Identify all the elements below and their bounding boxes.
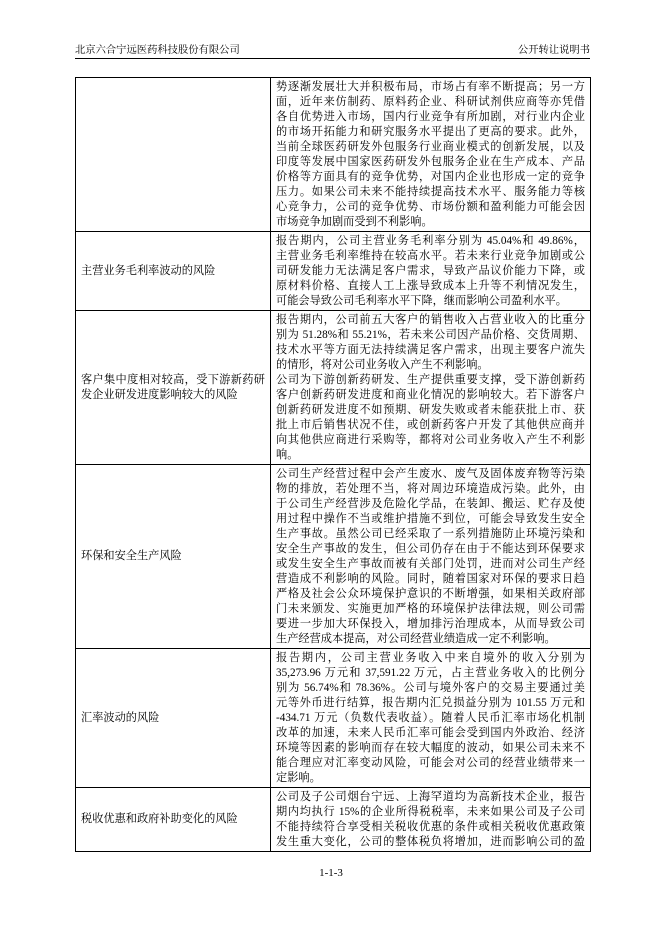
risk-description-line: 于公司生产经营涉及危险化学品，在装卸、搬运、贮存及使 [276,497,585,510]
risk-description-line: 安全生产事故的发生，但公司仍存在由于不能达到环保要求 [276,542,585,555]
risk-description-cell [271,311,591,465]
risk-description-line: 严格及社会公众环境保护意识的不断增强，如果相关政府部 [276,587,585,600]
risk-description-line: 的市场开拓能力和研究服务水平提出了更高的要求。此外， [276,125,585,138]
risk-description-line: 改革的加速，未来人民币汇率可能会受到国内外政治、经济 [276,726,585,739]
risk-description-line: 别为 51.28%和 55.21%，若未来公司因产品价格、交货周期、 [276,328,585,341]
risk-description-line: 面，近年来仿制药、原料药企业、科研试剂供应商等亦凭借 [276,95,585,108]
risk-description-line: 主营业务毛利率维持在较高水平。若未来行业竞争加剧或公 [276,249,585,262]
risk-description-paragraph [276,373,585,463]
risk-description-paragraph [276,651,585,786]
risk-description-line: 各自优势进入市场，国内行业竞争有所加剧，对行业内企业 [276,110,585,123]
risk-description-line: 环境等因素的影响而存在较大幅度的波动，如果公司未来不 [276,741,585,754]
risk-description-line: 价格等方面具有的竞争优势，对国内企业也形成一定的竞争 [276,170,585,183]
risk-name-cell [76,649,271,788]
risk-description-line: 能合理应对汇率变动风险，可能会对公司的经营业绩带来一 [276,756,585,769]
risk-description-line: 门未来颁发、实施更加严格的环境保护法律法规，则公司需 [276,602,585,615]
risk-description-line: 不能持续符合享受相关税收优惠的条件或相关税收优惠政策 [276,820,585,833]
risk-description-line: 压力。如果公司未来不能持续提高技术水平、服务能力等核 [276,185,585,198]
risk-name-line: 发企业研发进度影响较大的风险 [81,388,238,401]
risk-description-line: 定影响。 [276,771,321,784]
risk-description-line: 客户创新药研发进度和商业化情况的影响较大。若下游客户 [276,388,585,401]
risk-name-line: 汇率波动的风险 [81,711,160,724]
page-number: 1-1-3 [319,867,343,879]
company-name: 北京六合宁远医药科技股份有限公司 [75,45,240,56]
risk-row [76,78,591,232]
risk-description-line: 要进一步加大环保投入，增加排污治理成本，从而导致公司 [276,617,585,630]
risk-description-line: 别为 56.74%和 78.36%。公司与境外客户的交易主要通过美 [276,681,585,694]
risk-description-paragraph [276,790,585,850]
risk-name-cell [76,232,271,311]
risk-description-line: 或发生安全生产事故而被有关部门处罚，进而对公司生产经 [276,557,585,570]
page-header [75,44,590,59]
risk-description-cell [271,232,591,311]
risk-description-line: 势逐渐发展壮大并积极布局，市场占有率不断提高；另一方 [276,80,585,93]
risk-description-cell [271,649,591,788]
risk-description-line: 公司为下游创新药研发、生产提供重要支撑，受下游创新药 [276,373,585,386]
risk-name-cell [76,311,271,465]
risk-row [76,311,591,465]
risk-description-line: 营造成不利影响的风险。同时，随着国家对环保的要求日趋 [276,572,585,585]
risk-description-cell [271,465,591,649]
risk-row [76,788,591,852]
risk-description-line: 元等外币进行结算，报告期内汇兑损益分别为 101.55 万元和 [276,696,585,709]
risk-description-line: 物的排放，若处理不当，将对周边环境造成污染。此外，由 [276,482,585,495]
risk-description-line: 的情形，将对公司业务收入产生不利影响。 [276,358,489,371]
risk-name-line: 客户集中度相对较高，受下游新药研 [81,373,265,386]
risk-description-line: 报告期内，公司主营业务毛利率分别为 45.04%和 49.86%， [276,234,585,247]
risk-row [76,649,591,788]
risk-description-line: 市场竞争加剧而受到不利影响。 [276,215,433,228]
risk-description-line: 可能会导致公司毛利率水平下降，继而影响公司盈利水平。 [276,294,567,307]
risk-description-paragraph [276,313,585,373]
risk-description-line: 印度等发展中国家医药研发外包服务企业在生产成本、产品 [276,155,585,168]
risk-description-line: 期内均执行 15%的企业所得税税率，未来如果公司及子公司 [276,805,585,818]
risk-factor-table [75,77,591,852]
risk-description-line: 心竞争力，公司的竞争优势、市场份额和盈利能力可能会因 [276,200,585,213]
risk-description-line: 生产事故。虽然公司已经采取了一系列措施防止环境污染和 [276,527,585,540]
document-title: 公开转让说明书 [517,45,590,56]
risk-row [76,232,591,311]
risk-description-line: 生产经营成本提高，对公司经营业绩造成一定不利影响。 [276,632,556,645]
risk-name-cell [76,465,271,649]
risk-row [76,465,591,649]
risk-description-line: 司研发能力无法满足客户需求，导致产品议价能力下降，或 [276,264,585,277]
risk-description-line: 批上市后销售状况不佳，或创新药客户开发了其他供应商并 [276,418,585,431]
risk-description-line: 当前全球医药研发外包服务行业商业模式的创新发展，以及 [276,140,585,153]
risk-description-line: 报告期内，公司主营业务收入中来自境外的收入分别为 [276,651,585,664]
risk-description-line: 35,273.96 万元和 37,591.22 万元，占主营业务收入的比例分 [276,666,585,679]
risk-description-line: 创新药研发进度不如预期、研发失败或者未能获批上市、获 [276,403,585,416]
risk-name-cell [76,788,271,852]
risk-description-line: 公司生产经营过程中会产生废水、废气及固体废弃物等污染 [276,467,585,480]
risk-description-paragraph [276,234,585,309]
risk-description-cell [271,788,591,852]
risk-name-line: 主营业务毛利率波动的风险 [81,264,216,277]
risk-description-line: 响。 [276,448,299,461]
risk-description-line: 公司及子公司烟台宁远、上海罕道均为高新技术企业，报告 [276,790,585,803]
risk-description-cell [271,78,591,232]
risk-description-paragraph [276,467,585,647]
risk-description-line: 原材料价格、直接人工上涨导致成本上升等不利情况发生， [276,279,585,292]
risk-name-line: 税收优惠和政府补助变化的风险 [81,813,238,825]
risk-description-line: 报告期内，公司前五大客户的销售收入占营业收入的比重分 [276,313,585,326]
risk-description-line: 向其他供应商进行采购等，都将对公司业务收入产生不利影 [276,433,585,446]
risk-description-line: 用过程中操作不当或维护措施不到位，可能会导致发生安全 [276,512,585,525]
risk-factor-rows [76,78,591,852]
risk-description-line: -434.71 万元（负数代表收益）。随着人民币汇率市场化机制 [276,711,585,724]
risk-description-line: 技术水平等方面无法持续满足客户需求，出现主要客户流失 [276,343,585,356]
risk-name-line: 环保和安全生产风险 [81,550,182,562]
risk-name-cell [76,78,271,232]
risk-description-line: 发生重大变化，公司的整体税负将增加，进而影响公司的盈 [276,835,585,848]
risk-description-paragraph [276,80,585,230]
